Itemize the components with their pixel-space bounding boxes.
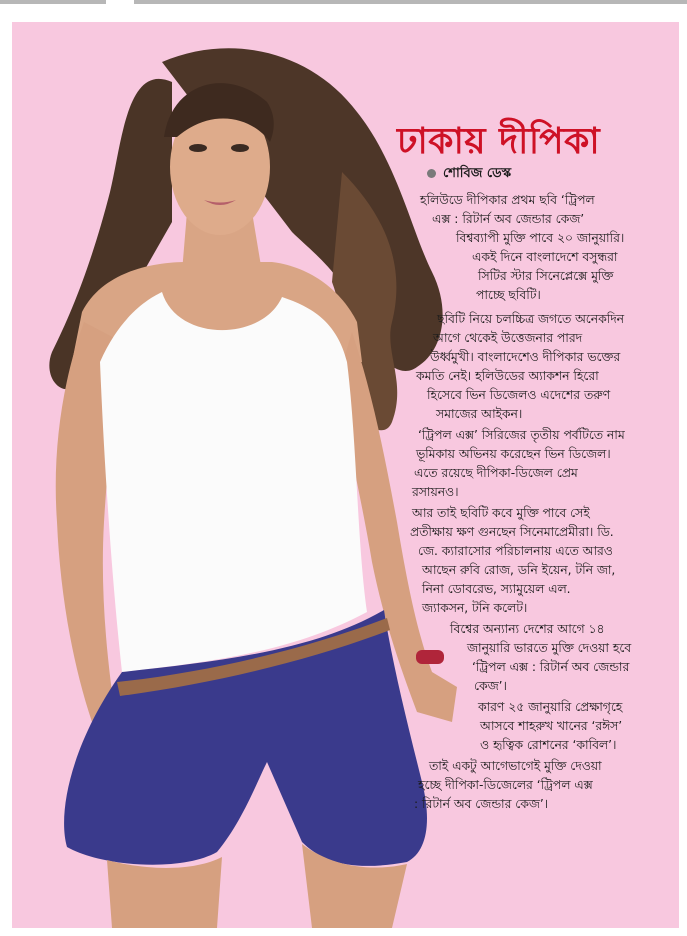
body-line: কমতি নেই। হলিউডের অ্যাকশন হিরো — [416, 369, 599, 383]
top-rule — [0, 0, 687, 6]
body-line: এতে রয়েছে দীপিকা-ডিজেল প্রেম — [414, 466, 578, 480]
byline-text: শোবিজ ডেস্ক — [443, 166, 512, 181]
top-rule-left — [0, 0, 106, 4]
byline — [427, 164, 511, 185]
body-line: একই দিনে বাংলাদেশে বসুন্ধরা — [472, 250, 618, 264]
body-line: জ্যাকসন, টনি কলেট। — [422, 601, 528, 615]
body-line: নিনা ডোবরেভ, স্যামুয়েল এল. — [422, 582, 571, 596]
body-line: রসায়নও। — [412, 485, 459, 499]
body-line: ‘ট্রিপল এক্স : রিটার্ন অব জেন্ডার — [472, 660, 630, 674]
body-line: হচ্ছে দীপিকা-ডিজেলের ‘ট্রিপল এক্স — [418, 778, 593, 792]
photo-eye-right — [231, 144, 249, 152]
photo-eye-left — [189, 144, 207, 152]
body-line: এক্স : রিটার্ন অব জেন্ডার কেজ’ — [432, 212, 585, 226]
body-line: ‘ট্রিপল এক্স’ সিরিজের তৃতীয় পর্বটিতে নাম — [418, 428, 625, 442]
body-line: আছেন রুবি রোজ, ডনি ইয়েন, টনি জা, — [422, 563, 616, 577]
body-line: ও হৃত্বিক রোশনের ‘কাবিল’। — [480, 738, 617, 752]
body-line: সিটির স্টার সিনেপ্লেক্সে মুক্তি — [478, 269, 614, 283]
body-line: তাই একটু আগেভাগেই মুক্তি দেওয়া — [429, 759, 602, 773]
body-line: বিশ্বের অন্যান্য দেশের আগে ১৪ — [450, 622, 605, 636]
body-line: পাচ্ছে ছবিটি। — [476, 288, 541, 302]
top-rule-right — [134, 0, 687, 4]
photo-tank-top — [100, 292, 367, 672]
body-line: আগে থেকেই উত্তেজনার পারদ — [433, 331, 583, 345]
body-line: সমাজের আইকন। — [436, 407, 523, 421]
newspaper-page — [12, 22, 679, 928]
body-line: বিশ্বব্যাপী মুক্তি পাবে ২০ জানুয়ারি। — [456, 231, 625, 245]
body-line: কারণ ২৫ জানুয়ারি প্রেক্ষাগৃহে — [478, 700, 623, 714]
article-title: ঢাকায় দীপিকা — [397, 121, 601, 162]
photo-left-leg — [107, 857, 222, 928]
bullet-icon — [427, 169, 436, 178]
photo-bracelet — [416, 650, 444, 664]
body-line: ছবিটি নিয়ে চলচ্চিত্র জগতে অনেকদিন — [437, 312, 625, 326]
body-line: হিসেবে ভিন ডিজেলও এদেশের তরুণ — [427, 388, 611, 402]
body-line: হলিউডে দীপিকার প্রথম ছবি ‘ট্রিপল — [420, 193, 595, 207]
body-line: কেজ’। — [474, 679, 507, 693]
body-line: প্রতীক্ষায় ক্ষণ গুনছেন সিনেমাপ্রেমীরা। ডি. — [410, 525, 614, 539]
body-line: ভূমিকায় অভিনয় করেছেন ভিন ডিজেল। — [416, 447, 611, 461]
body-line: জানুয়ারি ভারতে মুক্তি দেওয়া হবে — [467, 641, 632, 655]
body-line: : রিটার্ন অব জেন্ডার কেজ’। — [414, 797, 549, 811]
body-line: উর্ধ্বমুখী। বাংলাদেশেও দীপিকার ভক্তের — [430, 350, 621, 364]
body-line: জে. ক্যারাসোর পরিচালনায় এতে আরও — [418, 544, 613, 558]
body-line: আসবে শাহরুখ খানের ‘রঈস’ — [480, 719, 623, 733]
body-line: আর তাই ছবিটি কবে মুক্তি পাবে সেই — [412, 506, 590, 520]
